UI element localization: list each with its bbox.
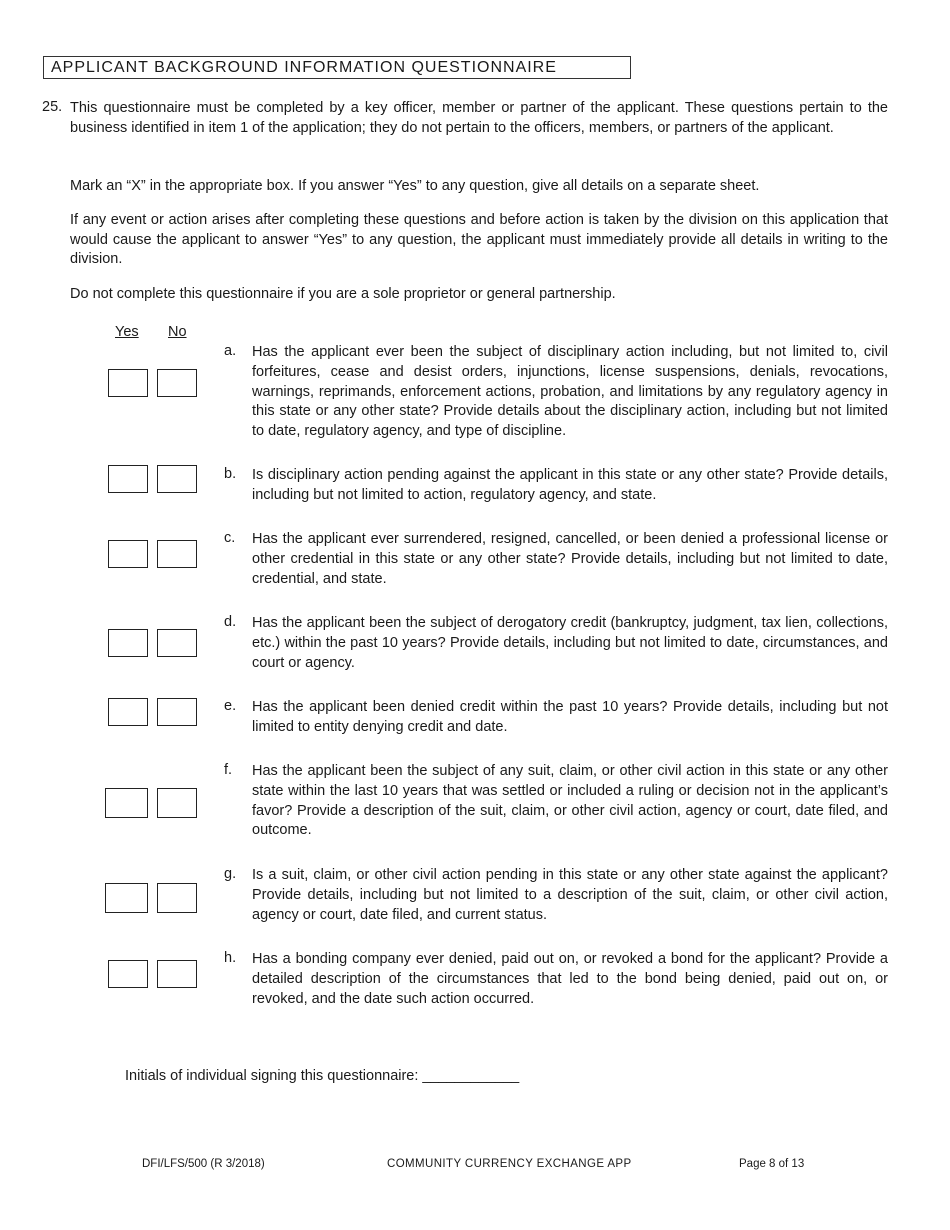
instruction-skip: Do not complete this questionnaire if you are a sole proprietor or general partnership. [70, 286, 616, 302]
question-b-yes-checkbox[interactable] [108, 465, 148, 493]
question-b-text: Is disciplinary action pending against the applicant in this state or any other state? Provide details, including but not limited to action, regulatory agency, and state. [252, 467, 888, 503]
question-h-letter: h. [224, 950, 237, 966]
question-e-no-checkbox[interactable] [157, 698, 197, 726]
question-f-text: Has the applicant been the subject of any suit, claim, or other civil action in this state or any other state within the last 10 years that was settled or included a ruling or decision not in the applicant’s favor? Provide a description of the suit, claim, or other civil action, agency or court, date filed, and outcome. [252, 763, 888, 839]
footer-page-number: Page 8 of 13 [739, 1158, 805, 1170]
question-a-yes-checkbox[interactable] [108, 369, 148, 397]
question-h-no-checkbox[interactable] [157, 960, 197, 988]
question-e-text: Has the applicant been denied credit within the past 10 years? Provide details, including but not limited to entity denying credit and date. [252, 699, 888, 735]
page-title: APPLICANT BACKGROUND INFORMATION QUESTIONNAIRE [43, 56, 631, 79]
no-column-header: No [168, 324, 187, 340]
question-g-yes-checkbox[interactable] [105, 883, 148, 913]
question-b-letter: b. [224, 466, 237, 482]
footer-app-name: COMMUNITY CURRENCY EXCHANGE APP [387, 1158, 632, 1170]
question-d-yes-checkbox[interactable] [108, 629, 148, 657]
question-h-text: Has a bonding company ever denied, paid out on, or revoked a bond for the applicant? Provide a detailed description of the circumstances that led to the bond being denied, paid out on, or revoked, and the date such action occurred. [252, 951, 888, 1007]
question-e-yes-checkbox[interactable] [108, 698, 148, 726]
question-c-no-checkbox[interactable] [157, 540, 197, 568]
question-g-text: Is a suit, claim, or other civil action pending in this state or any other state against the applicant? Provide details, including but not limited to a description of the suit, claim, or other civil action, agency or court, date filed, and current status. [252, 867, 888, 923]
question-g-letter: g. [224, 866, 237, 882]
question-d-no-checkbox[interactable] [157, 629, 197, 657]
intro-paragraph: This questionnaire must be completed by a key officer, member or partner of the applicant. These questions pertain to the business identified in item 1 of the application; they do not pertain to the officers, members, or partners of the applicant. [70, 100, 888, 136]
question-d-text: Has the applicant been the subject of derogatory credit (bankruptcy, judgment, tax lien, collections, etc.) within the past 10 years? Provide details, including but not limited to date, circumstances, and court or agency. [252, 615, 888, 671]
question-f-letter: f. [224, 762, 233, 778]
instruction-event: If any event or action arises after completing these questions and before action is taken by the division on this application that would cause the applicant to answer “Yes” to any question, the applicant must immediately provide all details in writing to the division. [70, 212, 888, 267]
question-g-no-checkbox[interactable] [157, 883, 197, 913]
question-h-yes-checkbox[interactable] [108, 960, 148, 988]
item-number: 25. [42, 99, 63, 115]
question-c-letter: c. [224, 530, 236, 546]
instruction-mark: Mark an “X” in the appropriate box. If you answer “Yes” to any question, give all details on a separate sheet. [70, 178, 760, 194]
question-d-letter: d. [224, 614, 237, 630]
question-a-text: Has the applicant ever been the subject of disciplinary action including, but not limited to, civil forfeitures, cease and desist orders, injunctions, license suspensions, denials, revocations, warnings, reprimands, enforcement actions, probation, and limitations by any regulatory agency in this state or any other state? Provide details about the disciplinary action, including but not limited to date, regulatory agency, and type of discipline. [252, 344, 888, 440]
question-a-no-checkbox[interactable] [157, 369, 197, 397]
question-f-yes-checkbox[interactable] [105, 788, 148, 818]
question-f-no-checkbox[interactable] [157, 788, 197, 818]
question-c-yes-checkbox[interactable] [108, 540, 148, 568]
question-c-text: Has the applicant ever surrendered, resigned, cancelled, or been denied a professional license or other credential in this state or any other state? Provide details, including but not limited to date, credential, and state. [252, 531, 888, 587]
initials-field[interactable]: Initials of individual signing this questionnaire: ____________ [125, 1068, 520, 1084]
question-b-no-checkbox[interactable] [157, 465, 197, 493]
question-a-letter: a. [224, 343, 237, 359]
yes-column-header: Yes [115, 324, 139, 340]
question-e-letter: e. [224, 698, 237, 714]
footer-form-id: DFI/LFS/500 (R 3/2018) [142, 1158, 265, 1170]
